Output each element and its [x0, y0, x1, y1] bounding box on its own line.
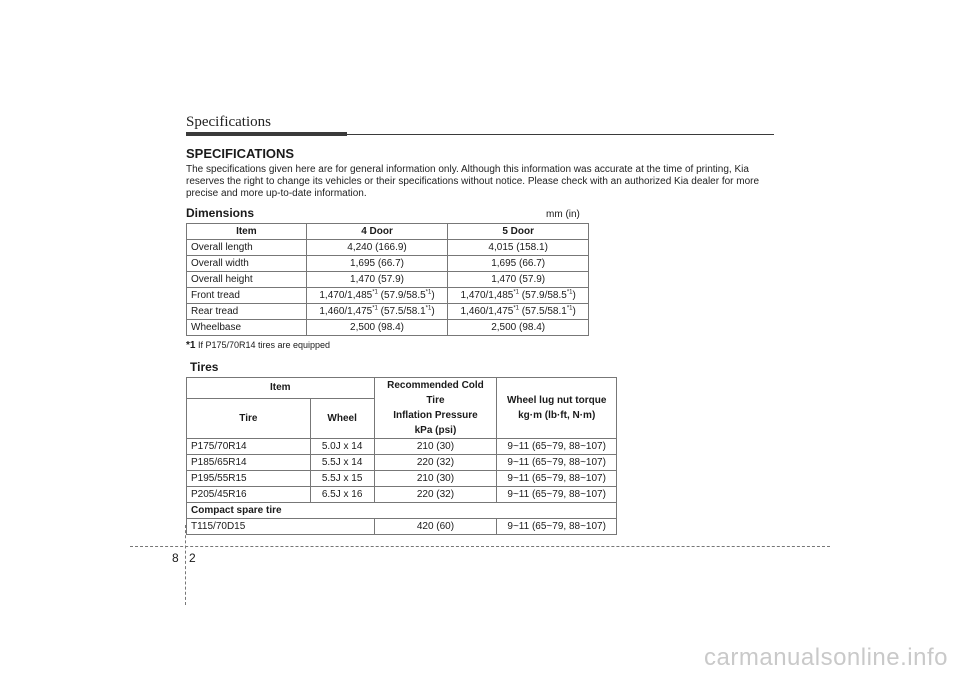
section-heading: SPECIFICATIONS: [186, 146, 295, 161]
dimensions-unit: mm (in): [546, 209, 580, 220]
spare-pressure-cell: 420 (60): [374, 519, 497, 535]
table-cell: 2,500 (98.4): [448, 320, 589, 336]
pressure-header-line: kPa (psi): [414, 425, 457, 436]
chapter-number: 8: [172, 551, 179, 565]
table-cell: 9~11 (65~79, 88~107): [497, 487, 617, 503]
intro-paragraph: The specifications given here are for general information only. Although this information was accurate at the time of printing, Kia reserves the right to change its vehicles or their specifications without notice. Please check with an authorized Kia dealer for more precise and more up-to-date information.: [186, 164, 760, 199]
table-row: [187, 256, 589, 272]
spare-label: Compact spare tire: [187, 503, 617, 519]
column-header: [497, 378, 617, 439]
table-cell: 220 (32): [374, 487, 497, 503]
table-row: [187, 519, 617, 535]
table-cell: 9~11 (65~79, 88~107): [497, 471, 617, 487]
table-cell: 2,500 (98.4): [306, 320, 448, 336]
table-cell: Rear tread: [187, 304, 307, 320]
table-cell: 6.5J x 16: [310, 487, 374, 503]
table-cell: 1,695 (66.7): [306, 256, 448, 272]
table-row: [187, 503, 617, 519]
table-cell: 210 (30): [374, 471, 497, 487]
table-cell: 220 (32): [374, 455, 497, 471]
table-cell: 210 (30): [374, 439, 497, 455]
table-cell: 4,015 (158.1): [448, 240, 589, 256]
table-cell: Wheelbase: [187, 320, 307, 336]
column-header: Item: [187, 378, 375, 399]
table-cell: 1,470/1,485$^{*1}$ (57.9/58.5$^{*1}$): [448, 288, 589, 304]
column-header: 4 Door: [306, 224, 448, 240]
table-cell: 9~11 (65~79, 88~107): [497, 455, 617, 471]
table-cell: 1,460/1,475$^{*1}$ (57.5/58.1$^{*1}$): [306, 304, 448, 320]
table-row: [187, 439, 617, 455]
footnote-mark: *1: [186, 340, 196, 351]
table-row: [187, 471, 617, 487]
tires-heading: Tires: [190, 360, 219, 374]
table-cell: 5.5J x 15: [310, 471, 374, 487]
footer-divider: [185, 525, 186, 605]
torque-header-line: kg·m (lb·ft, N·m): [518, 410, 596, 421]
footnote-text: If P175/70R14 tires are equipped: [197, 340, 331, 350]
column-header: [374, 378, 497, 439]
page-header-title: Specifications: [186, 114, 271, 130]
spare-torque-cell: 9~11 (65~79, 88~107): [497, 519, 617, 535]
table-header-row: [187, 224, 589, 240]
table-cell: 9~11 (65~79, 88~107): [497, 439, 617, 455]
tires-table: [186, 377, 617, 535]
column-header: Wheel: [310, 398, 374, 438]
pressure-header-line: Inflation Pressure: [393, 410, 478, 421]
torque-header-line: Wheel lug nut torque: [506, 395, 607, 406]
table-cell: 1,470 (57.9): [448, 272, 589, 288]
column-header: Tire: [187, 398, 311, 438]
table-cell: 1,460/1,475$^{*1}$ (57.5/58.1$^{*1}$): [448, 304, 589, 320]
table-cell: Overall height: [187, 272, 307, 288]
table-cell: P175/70R14: [187, 439, 311, 455]
table-cell: P205/45R16: [187, 487, 311, 503]
dimensions-table: [186, 223, 589, 336]
table-cell: 5.0J x 14: [310, 439, 374, 455]
table-row: [187, 288, 589, 304]
table-row: [187, 304, 589, 320]
page-number: 2: [189, 551, 196, 565]
table-cell: Front tread: [187, 288, 307, 304]
table-header-row: [187, 378, 617, 399]
dimensions-footnote: [186, 340, 330, 351]
table-cell: 1,470/1,485$^{*1}$ (57.9/58.5$^{*1}$): [306, 288, 448, 304]
table-cell: 1,695 (66.7): [448, 256, 589, 272]
dimensions-heading: Dimensions: [186, 206, 255, 220]
pressure-header-line: Recommended Cold Tire: [387, 380, 484, 406]
footer-rule: [130, 546, 830, 547]
column-header: 5 Door: [448, 224, 589, 240]
column-header: Item: [187, 224, 307, 240]
table-row: [187, 240, 589, 256]
table-cell: P185/65R14: [187, 455, 311, 471]
table-row: [187, 487, 617, 503]
table-cell: 5.5J x 14: [310, 455, 374, 471]
table-cell: 4,240 (166.9): [306, 240, 448, 256]
table-cell: Overall length: [187, 240, 307, 256]
spare-tire-cell: T115/70D15: [187, 519, 375, 535]
table-row: [187, 455, 617, 471]
table-cell: Overall width: [187, 256, 307, 272]
header-rule: [186, 134, 774, 135]
table-cell: 1,470 (57.9): [306, 272, 448, 288]
watermark: carmanualsonline.info: [704, 644, 948, 671]
table-cell: P195/55R15: [187, 471, 311, 487]
table-row: [187, 320, 589, 336]
table-row: [187, 272, 589, 288]
